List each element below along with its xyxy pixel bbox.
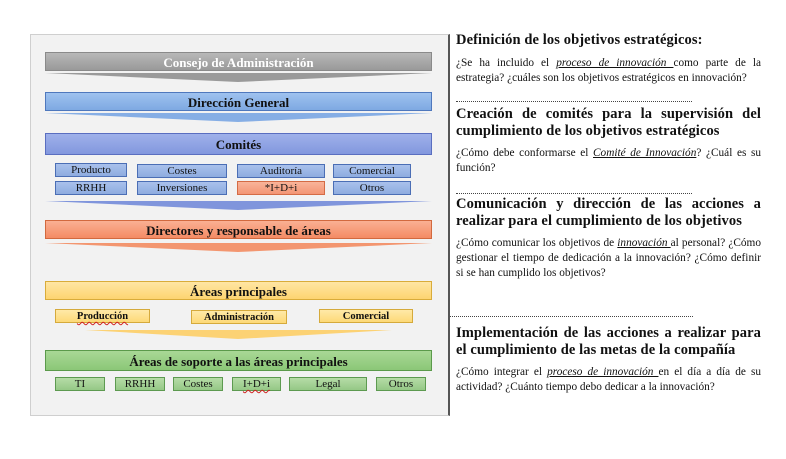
area-chip: Comercial: [319, 309, 413, 323]
section-body: [456, 365, 761, 395]
section-heading: Comunicación y dirección de las acciones a realizar para el cumplimiento de los objetivos: [456, 196, 761, 229]
arrow-areas: [45, 330, 432, 339]
soporte-chip-label: I+D+i: [242, 378, 271, 390]
section-comunicacion: [456, 196, 761, 281]
arrow-directores: [45, 243, 432, 252]
comite-chip: Costes: [137, 164, 227, 178]
comite-chip: Producto: [55, 163, 127, 177]
area-chip: [55, 309, 150, 323]
governance-diagram: [30, 34, 450, 416]
body-link-text: proceso de innovación: [556, 57, 674, 69]
soporte-chip: Legal: [289, 377, 367, 391]
body-text: al personal? ¿Cómo gestionar el tiempo de dedicación a la innovación? ¿Cómo definir si se han cumplido los objetivos?: [456, 237, 761, 279]
soporte-chip: [232, 377, 281, 391]
section-comites: [456, 106, 761, 176]
section-body: [456, 146, 761, 176]
section-heading: Creación de comités para la supervisión del cumplimiento de los objetivos estratégicos: [456, 106, 761, 139]
body-link-text: Comité de Innovación: [593, 147, 697, 159]
body-text: en el día a día de su actividad? ¿Cuánto tiempo debo dedicar a la innovación?: [456, 366, 761, 393]
consejo-bar: Consejo de Administración: [45, 52, 432, 71]
comites-bar: Comités: [45, 133, 432, 155]
section-body: [456, 56, 761, 86]
direccion-bar: Dirección General: [45, 92, 432, 111]
body-text: ¿Cómo comunicar los objetivos de: [456, 237, 618, 249]
body-text: ¿Cómo debe conformarse el: [456, 147, 594, 159]
soporte-chip: Otros: [376, 377, 426, 391]
soporte-chip: RRHH: [115, 377, 165, 391]
directores-bar: Directores y responsable de áreas: [45, 220, 432, 239]
comite-chip: RRHH: [55, 181, 127, 195]
section-heading: Definición de los objetivos estratégicos:: [456, 32, 703, 48]
body-text: ¿Se ha incluido el: [456, 57, 557, 69]
dotted-separator: [450, 316, 693, 317]
areas-principales-bar: Áreas principales: [45, 281, 432, 300]
body-text: ¿Cómo integrar el: [456, 366, 548, 378]
comite-chip-idi: *I+D+i: [237, 181, 325, 195]
area-chip: Administración: [191, 310, 287, 324]
body-text: ? ¿Cuál es su función?: [456, 147, 762, 174]
dotted-separator: [456, 193, 692, 194]
section-heading: Implementación de las acciones a realizar para el cumplimiento de las metas de la compañía: [456, 325, 761, 358]
body-link-text: proceso de innovación: [547, 366, 659, 378]
comite-chip: Otros: [333, 181, 411, 195]
arrow-consejo: [45, 73, 432, 82]
section-implementacion: [456, 325, 761, 395]
section-definicion: [456, 32, 761, 86]
soporte-chip: TI: [55, 377, 105, 391]
areas-soporte-bar: Áreas de soporte a las áreas principales: [45, 350, 432, 371]
comite-chip: Auditoría: [237, 164, 325, 178]
soporte-chip: Costes: [173, 377, 223, 391]
arrow-direccion: [45, 113, 432, 122]
comite-chip: Comercial: [333, 164, 411, 178]
body-text: como parte de la estrategia? ¿cuáles son los objetivos estratégicos en innovación?: [456, 57, 761, 84]
body-link-text: innovación: [617, 237, 671, 249]
section-body: [456, 236, 761, 281]
dotted-separator: [456, 101, 692, 102]
area-chip-label: Producción: [76, 311, 129, 322]
comite-chip: Inversiones: [137, 181, 227, 195]
arrow-comites: [45, 201, 432, 210]
